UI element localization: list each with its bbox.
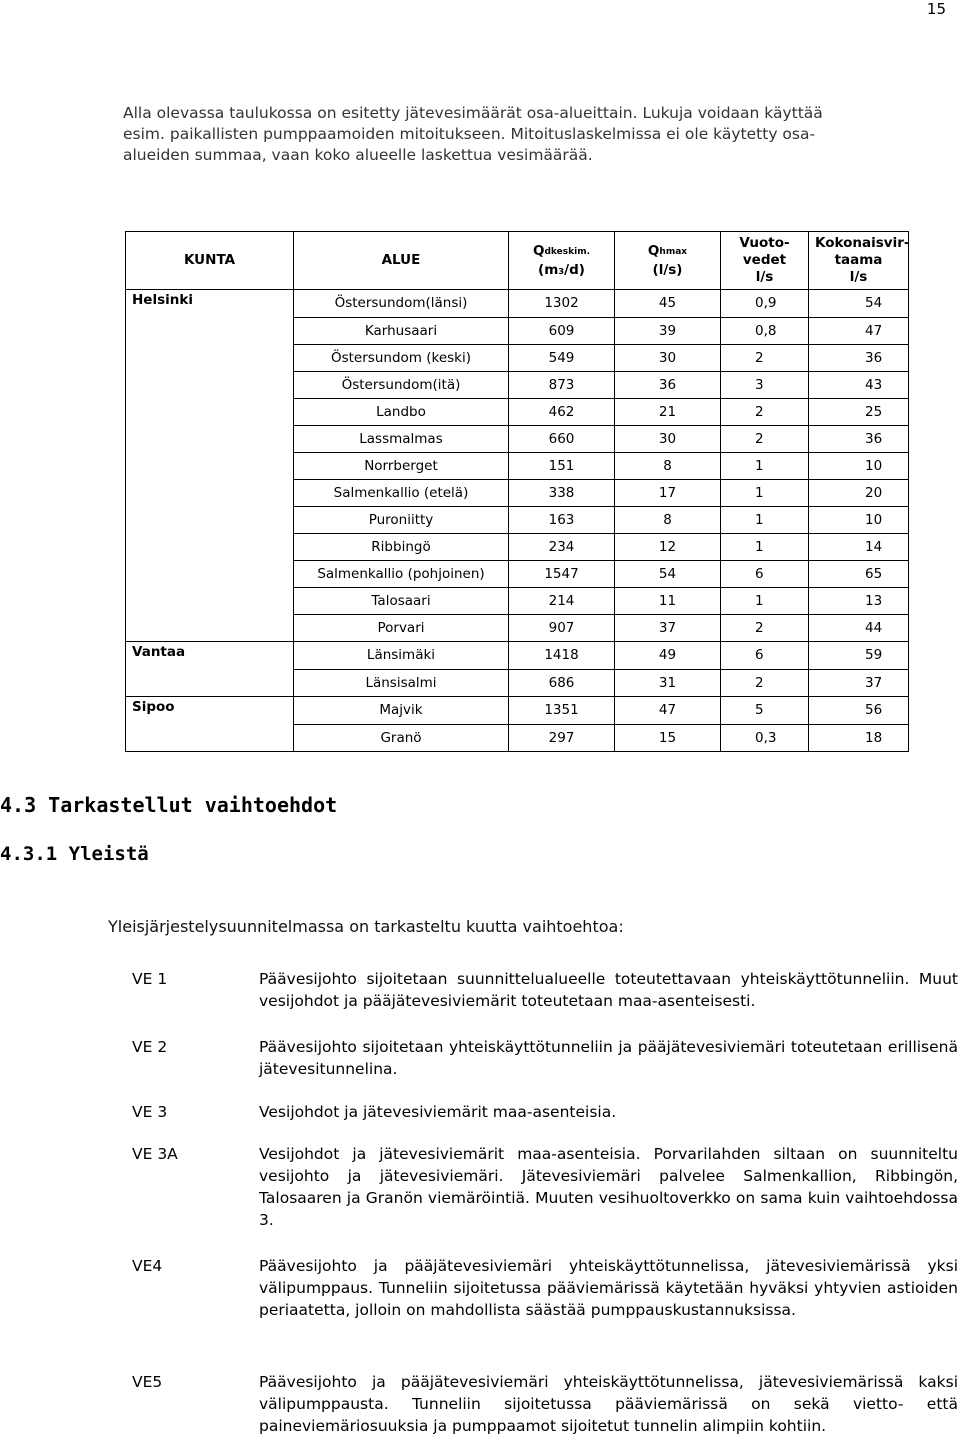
- table-row: [126, 479, 909, 506]
- table-row: [126, 697, 909, 725]
- cell-kokonaisvirtaama: 54: [809, 290, 909, 318]
- cell-alue: Salmenkallio (etelä): [294, 479, 509, 506]
- cell-q-hmax: 36: [615, 371, 721, 398]
- cell-q-dkeskim: 151: [509, 452, 615, 479]
- table-row: [126, 614, 909, 642]
- cell-vuotovedet: 2: [721, 425, 809, 452]
- cell-vuotovedet: 2: [721, 614, 809, 642]
- cell-q-hmax: 39: [615, 317, 721, 344]
- option-text: Vesijohdot ja jätevesiviemärit maa-asenteisia. Porvarilahden siltaan on suunniteltu vesijohto ja jätevesiviemäri. Jätevesiviemäri palvelee Salmenkallion, Ribbingön, Talosaaren ja Granön viemäröintiä. Muuten vesihuoltoverkko on sama kuin vaihtoehdossa 3.: [259, 1145, 958, 1229]
- header-alue: ALUE: [294, 232, 509, 290]
- table-row: [126, 506, 909, 533]
- cell-alue: Salmenkallio (pohjoinen): [294, 560, 509, 587]
- cell-alue: Östersundom(itä): [294, 371, 509, 398]
- header-q-dkeskim: Qdkeskim. (m₃/d): [509, 232, 615, 290]
- table-row: [126, 371, 909, 398]
- cell-q-hmax: 47: [615, 697, 721, 725]
- cell-kokonaisvirtaama: 47: [809, 317, 909, 344]
- cell-vuotovedet: 0,8: [721, 317, 809, 344]
- cell-alue: Norrberget: [294, 452, 509, 479]
- table-row: [126, 452, 909, 479]
- cell-kokonaisvirtaama: 36: [809, 344, 909, 371]
- cell-q-dkeskim: 1547: [509, 560, 615, 587]
- cell-kunta: [126, 344, 294, 371]
- cell-kokonaisvirtaama: 10: [809, 506, 909, 533]
- cell-q-hmax: 12: [615, 533, 721, 560]
- cell-kunta: [126, 479, 294, 506]
- cell-q-dkeskim: 1302: [509, 290, 615, 318]
- cell-q-hmax: 11: [615, 587, 721, 614]
- table-row: [126, 669, 909, 697]
- cell-vuotovedet: 5: [721, 697, 809, 725]
- cell-alue: Puroniitty: [294, 506, 509, 533]
- option-code: VE5: [132, 1373, 163, 1391]
- wastewater-table: [125, 231, 909, 752]
- cell-vuotovedet: 1: [721, 452, 809, 479]
- cell-kunta: Sipoo: [126, 697, 294, 725]
- cell-q-hmax: 37: [615, 614, 721, 642]
- cell-alue: Porvari: [294, 614, 509, 642]
- cell-q-dkeskim: 660: [509, 425, 615, 452]
- cell-kunta: [126, 724, 294, 752]
- header-q-hmax: Qhmax (l/s): [615, 232, 721, 290]
- cell-kokonaisvirtaama: 37: [809, 669, 909, 697]
- cell-q-hmax: 30: [615, 425, 721, 452]
- cell-alue: Lassmalmas: [294, 425, 509, 452]
- option-code: VE 2: [132, 1038, 168, 1056]
- cell-alue: Ribbingö: [294, 533, 509, 560]
- cell-q-hmax: 31: [615, 669, 721, 697]
- cell-kunta: Vantaa: [126, 642, 294, 670]
- cell-alue: Länsisalmi: [294, 669, 509, 697]
- cell-q-hmax: 15: [615, 724, 721, 752]
- cell-q-dkeskim: 1418: [509, 642, 615, 670]
- option-text: Päävesijohto ja pääjätevesiviemäri yhteiskäyttötunnelissa, jätevesiviemärissä yksi välipumppaus. Tunneliin sijoitetussa pääviemärissä käytetään hyväksi yhtyvien astioiden periaatetta, jolloin on mahdollista säästää pumppauskustannuksissa.: [259, 1257, 958, 1319]
- cell-alue: Talosaari: [294, 587, 509, 614]
- cell-q-hmax: 21: [615, 398, 721, 425]
- cell-q-dkeskim: 163: [509, 506, 615, 533]
- cell-kokonaisvirtaama: 59: [809, 642, 909, 670]
- table-row: [126, 317, 909, 344]
- option-text: Vesijohdot ja jätevesiviemärit maa-asenteisia.: [259, 1103, 617, 1121]
- cell-q-dkeskim: 338: [509, 479, 615, 506]
- header-kunta: KUNTA: [126, 232, 294, 290]
- page-number: 15: [926, 0, 946, 18]
- cell-vuotovedet: 1: [721, 506, 809, 533]
- cell-q-dkeskim: 297: [509, 724, 615, 752]
- cell-kunta: [126, 560, 294, 587]
- cell-kunta: [126, 317, 294, 344]
- cell-q-dkeskim: 214: [509, 587, 615, 614]
- table-header-row: [126, 232, 909, 290]
- table-row: [126, 398, 909, 425]
- option-code: VE 3: [132, 1103, 168, 1121]
- table-row: [126, 533, 909, 560]
- table-row: [126, 560, 909, 587]
- option-text: Päävesijohto ja pääjätevesiviemäri yhteiskäyttötunnelissa, jätevesiviemärissä kaksi välipumppausta. Tunneliin sijoitetussa pääviemärissä on sekä vietto- että paineviemäriosuuksia ja pumppaamot sijoitetut tunnelin alimpiin kohtiin.: [259, 1373, 958, 1435]
- cell-q-hmax: 45: [615, 290, 721, 318]
- cell-vuotovedet: 6: [721, 642, 809, 670]
- cell-q-dkeskim: 609: [509, 317, 615, 344]
- header-vuotovedet: Vuoto- vedet l/s: [721, 232, 809, 290]
- header-kokonaisvirtaama: Kokonaisvir- taama l/s: [809, 232, 909, 290]
- intro-paragraph: [123, 103, 943, 166]
- cell-kunta: [126, 452, 294, 479]
- cell-vuotovedet: 1: [721, 479, 809, 506]
- cell-vuotovedet: 0,3: [721, 724, 809, 752]
- cell-alue: Länsimäki: [294, 642, 509, 670]
- cell-q-dkeskim: 873: [509, 371, 615, 398]
- cell-q-hmax: 8: [615, 506, 721, 533]
- table-row: [126, 587, 909, 614]
- cell-kunta: [126, 669, 294, 697]
- cell-kokonaisvirtaama: 44: [809, 614, 909, 642]
- cell-q-hmax: 49: [615, 642, 721, 670]
- cell-kokonaisvirtaama: 20: [809, 479, 909, 506]
- cell-kunta: [126, 371, 294, 398]
- cell-kokonaisvirtaama: 36: [809, 425, 909, 452]
- cell-vuotovedet: 2: [721, 344, 809, 371]
- cell-kokonaisvirtaama: 10: [809, 452, 909, 479]
- cell-vuotovedet: 1: [721, 587, 809, 614]
- cell-q-hmax: 30: [615, 344, 721, 371]
- intro-line: Alla olevassa taulukossa on esitetty jätevesimäärät osa-alueittain. Lukuja voidaan käyttää: [123, 104, 823, 122]
- table-body: [126, 290, 909, 752]
- options-lead: Yleisjärjestelysuunnitelmassa on tarkasteltu kuutta vaihtoehtoa:: [108, 917, 624, 936]
- option-code: VE 1: [132, 970, 168, 988]
- option-text: Päävesijohto sijoitetaan yhteiskäyttötunneliin ja pääjätevesiviemäri toteutetaan erillisenä jätevesitunnelina.: [259, 1038, 958, 1078]
- cell-q-hmax: 54: [615, 560, 721, 587]
- cell-q-dkeskim: 462: [509, 398, 615, 425]
- cell-q-hmax: 17: [615, 479, 721, 506]
- cell-alue: Landbo: [294, 398, 509, 425]
- section-heading-4-3: 4.3 Tarkastellut vaihtoehdot: [0, 793, 338, 817]
- section-heading-4-3-1: 4.3.1 Yleistä: [0, 843, 149, 865]
- cell-alue: Majvik: [294, 697, 509, 725]
- table-row: [126, 425, 909, 452]
- cell-kokonaisvirtaama: 14: [809, 533, 909, 560]
- cell-kunta: [126, 587, 294, 614]
- cell-kunta: [126, 398, 294, 425]
- table-row: [126, 724, 909, 752]
- cell-kunta: [126, 533, 294, 560]
- cell-q-hmax: 8: [615, 452, 721, 479]
- option-code: VE 3A: [132, 1145, 178, 1163]
- table-row: [126, 344, 909, 371]
- cell-alue: Östersundom(länsi): [294, 290, 509, 318]
- cell-alue: Östersundom (keski): [294, 344, 509, 371]
- cell-vuotovedet: 2: [721, 398, 809, 425]
- cell-vuotovedet: 1: [721, 533, 809, 560]
- cell-kunta: [126, 425, 294, 452]
- table-row: [126, 290, 909, 318]
- cell-kokonaisvirtaama: 43: [809, 371, 909, 398]
- cell-kokonaisvirtaama: 56: [809, 697, 909, 725]
- cell-q-dkeskim: 234: [509, 533, 615, 560]
- cell-kokonaisvirtaama: 13: [809, 587, 909, 614]
- option-text: Päävesijohto sijoitetaan suunnittelualueelle toteutettavaan yhteiskäyttötunneliin. Muut vesijohdot ja pääjätevesiviemärit toteutetaan maa-asenteisesti.: [259, 970, 958, 1010]
- cell-vuotovedet: 3: [721, 371, 809, 398]
- cell-kunta: [126, 614, 294, 642]
- cell-q-dkeskim: 686: [509, 669, 615, 697]
- option-code: VE4: [132, 1257, 163, 1275]
- cell-vuotovedet: 2: [721, 669, 809, 697]
- table-row: [126, 642, 909, 670]
- cell-kunta: [126, 506, 294, 533]
- cell-alue: Karhusaari: [294, 317, 509, 344]
- cell-kokonaisvirtaama: 25: [809, 398, 909, 425]
- cell-q-dkeskim: 907: [509, 614, 615, 642]
- cell-vuotovedet: 0,9: [721, 290, 809, 318]
- intro-line: esim. paikallisten pumppaamoiden mitoitukseen. Mitoituslaskelmissa ei ole käytetty osa-: [123, 125, 816, 143]
- cell-kokonaisvirtaama: 65: [809, 560, 909, 587]
- cell-alue: Granö: [294, 724, 509, 752]
- cell-kokonaisvirtaama: 18: [809, 724, 909, 752]
- cell-q-dkeskim: 549: [509, 344, 615, 371]
- intro-line: alueiden summaa, vaan koko alueelle laskettua vesimäärää.: [123, 146, 593, 164]
- cell-kunta: Helsinki: [126, 290, 294, 318]
- cell-vuotovedet: 6: [721, 560, 809, 587]
- cell-q-dkeskim: 1351: [509, 697, 615, 725]
